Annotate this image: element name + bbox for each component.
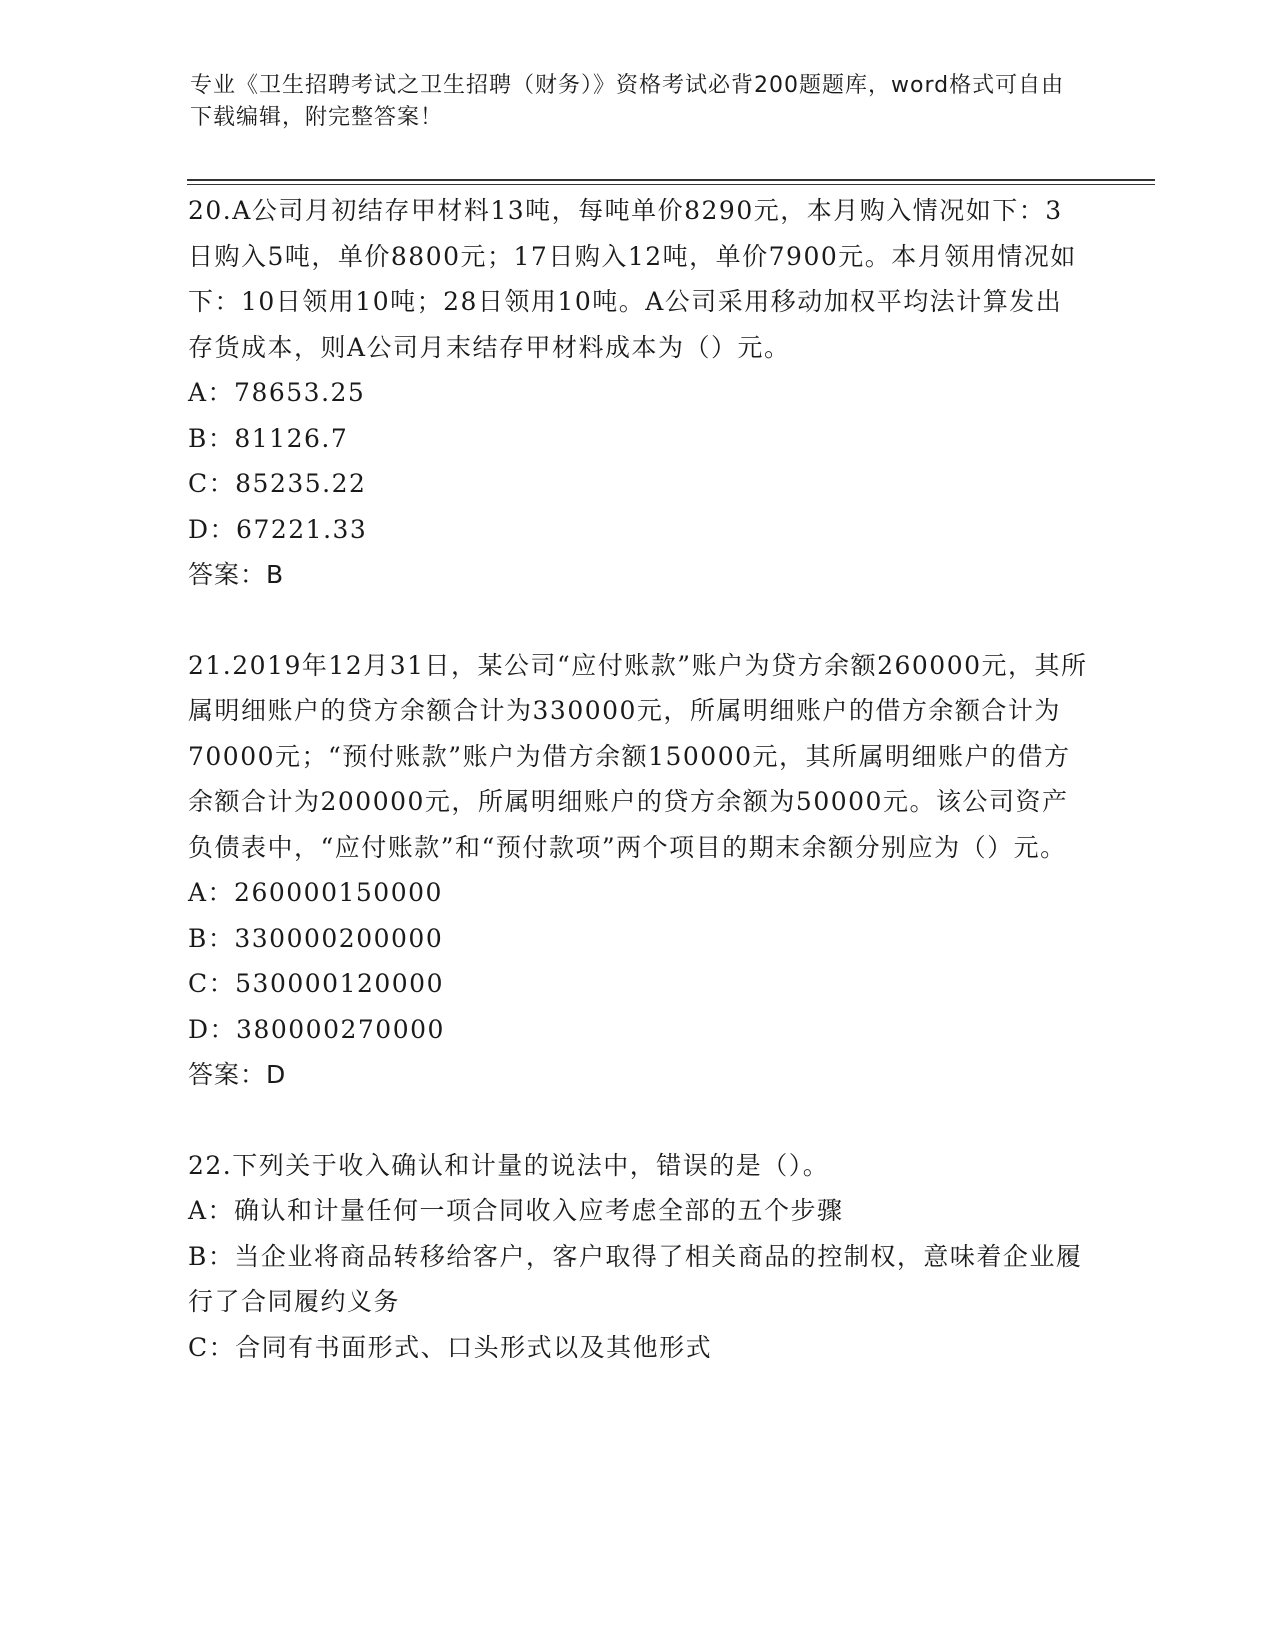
option-b: B：当企业将商品转移给客户，客户取得了相关商品的控制权，意味着企业履行了合同履约义务	[188, 1241, 1083, 1316]
header-divider-thin	[187, 184, 1155, 185]
option-d: D：67221.33	[188, 514, 368, 544]
option-d: D：380000270000	[188, 1014, 445, 1044]
question-item	[188, 643, 1088, 1098]
option-a: A：260000150000	[188, 878, 443, 907]
option-a: A：78653.25	[188, 378, 366, 407]
question-list	[188, 188, 1088, 1370]
option-b: B：81126.7	[188, 423, 349, 453]
option-b: B：330000200000	[188, 923, 444, 953]
question-item	[188, 1143, 1088, 1371]
option-c: C：合同有书面形式、口头形式以及其他形式	[188, 1332, 713, 1362]
answer-line: 答案：B	[188, 560, 285, 589]
answer-line: 答案：D	[188, 1060, 287, 1089]
question-text: 21.2019年12月31日，某公司“应付账款”账户为贷方余额260000元，其所属明细账户的贷方余额合计为330000元，所属明细账户的借方余额合计为70000元；“预付账款”账户为借方余额150000元，其所属明细账户的借方余额合计为200000元，所属明细账户的贷方余额为50000元。该公司资产负债表中，“应付账款”和“预付款项”两个项目的期末余额分别应为（）元。	[188, 650, 1088, 862]
option-c: C：530000120000	[188, 969, 444, 998]
question-text: 22.下列关于收入确认和计量的说法中，错误的是（）。	[188, 1150, 830, 1180]
option-a: A：确认和计量任何一项合同收入应考虑全部的五个步骤	[188, 1196, 844, 1225]
question-item	[188, 188, 1088, 598]
option-c: C：85235.22	[188, 469, 367, 498]
question-text: 20.A公司月初结存甲材料13吨，每吨单价8290元，本月购入情况如下：3日购入5吨，单价8800元；17日购入12吨，单价7900元。本月领用情况如下：10日领用10吨；28日领用10吨。A公司采用移动加权平均法计算发出存货成本，则A公司月末结存甲材料成本为（）元。	[188, 196, 1077, 362]
document-header: 专业《卫生招聘考试之卫生招聘（财务）》资格考试必背200题题库，word格式可自由下载编辑，附完整答案！	[190, 73, 1065, 130]
header-divider-thick	[187, 179, 1155, 181]
